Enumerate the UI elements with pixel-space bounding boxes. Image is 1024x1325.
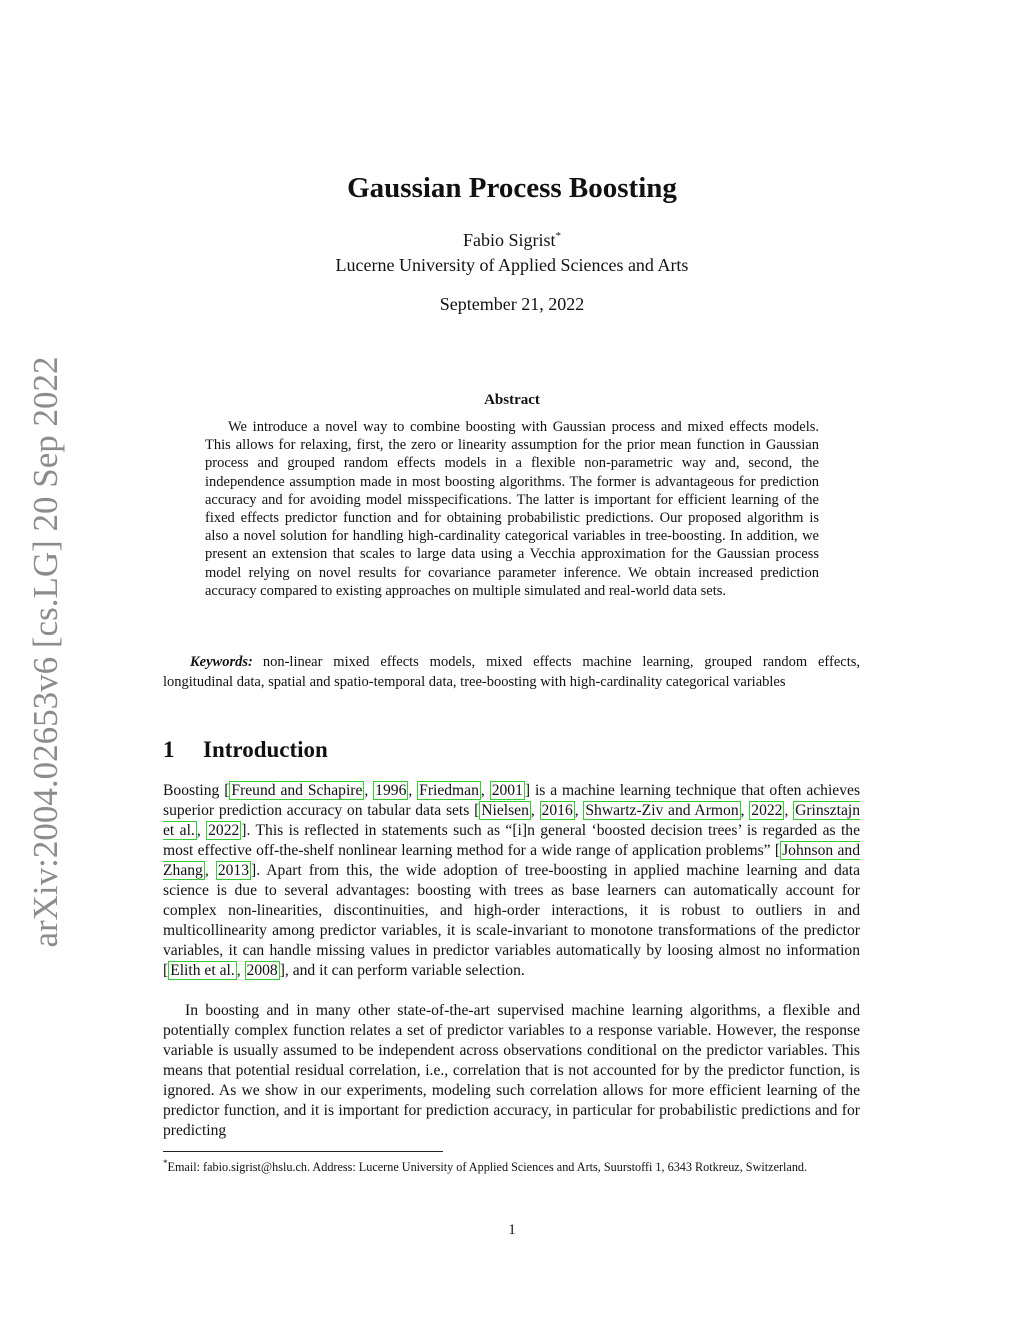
citation-link[interactable]: 1996	[375, 782, 407, 799]
paragraph-text: ,	[196, 822, 207, 839]
keywords-label: Keywords:	[190, 654, 253, 670]
footnote-text: Email: fabio.sigrist@hslu.ch. Address: Lucerne University of Applied Sciences and Arts, Suurstoffi 1, 6343 Rotkreuz, Switzerland.	[167, 1160, 808, 1175]
keywords-text: non-linear mixed effects models, mixed effects machine learning, grouped random effects, longitudinal data, spatial and spatio-temporal data, tree-boosting with high-cardinality categorical variables	[163, 654, 860, 690]
introduction-paragraph-2: In boosting and in many other state-of-the-art supervised machine learning algorithms, a flexible and potentially complex function relates a set of predictor variables to a response variable. However, the response variable is usually assumed to be independent across observations conditional on the predictor variables. This means that potential residual correlation, i.e., correlation that is not accounted for by the predictor function, is ignored. As we show in our experiments, modeling such correlation allows for more efficient learning of the predictor function, and it is important for prediction accuracy, in particular for probabilistic predictions and for predicting	[163, 1002, 860, 1139]
abstract-heading: Abstract	[484, 392, 540, 408]
paragraph-text: ,	[408, 782, 418, 799]
abstract-body: We introduce a novel way to combine boosting with Gaussian process and mixed effects models. This allows for relaxing, first, the zero or linearity assumption for the prior mean function in Gaussian process and grouped random effects models in a flexible non-parametric way and, second, the independence assumption made in most boosting algorithms. The former is advantageous for prediction accuracy and for avoiding model misspecifications. The latter is important for efficient learning of the fixed effects predictor function and for obtaining probabilistic predictions. Our proposed algorithm is also a novel solution for handling high-cardinality categorical variables in tree-boosting. In addition, we present an extension that scales to large data using a Vecchia approximation for the Gaussian process model relying on novel results for covariance parameter inference. We obtain increased prediction accuracy compared to existing approaches on multiple simulated and real-world data sets.	[205, 419, 819, 599]
citation-link[interactable]: Nielsen	[481, 802, 529, 819]
section-heading-introduction	[163, 737, 328, 763]
footnote-divider	[163, 1151, 443, 1152]
paragraph-text: ,	[574, 802, 584, 819]
introduction-paragraph-1	[163, 781, 860, 981]
paragraph-text: ,	[364, 782, 374, 799]
citation-link[interactable]: Elith et al.	[170, 962, 235, 979]
citation-link[interactable]: Friedman	[419, 782, 479, 799]
citation-link[interactable]: 2013	[217, 862, 249, 879]
publication-date: September 21, 2022	[439, 294, 585, 314]
paragraph-text: ,	[530, 802, 540, 819]
paragraph-text: ,	[236, 962, 245, 979]
citation-link[interactable]: Grinsztajn et al.	[163, 802, 861, 839]
citation-link[interactable]: 2022	[751, 802, 783, 819]
author-line	[0, 230, 1024, 251]
citation-link[interactable]: Shwartz-Ziv and Armon	[585, 802, 739, 819]
paragraph-text: ], and it can perform variable selection.	[279, 962, 525, 979]
citation-link[interactable]: 2008	[246, 962, 278, 979]
section-title: Introduction	[203, 737, 328, 762]
citation-link[interactable]: Freund and Schapire	[231, 782, 363, 799]
citation-link[interactable]: 2001	[491, 782, 523, 799]
keywords-paragraph	[163, 652, 860, 692]
author-name: Fabio Sigrist	[462, 230, 556, 250]
paragraph-text: ]. Apart from this, the wide adoption of tree-boosting in applied machine learning and data science is due to several advantages: boosting with trees as base learners can automatically account for complex non-linearities, discontinuities, and high-order interactions, it is robust to outliers in and multicollinearity among predictor variables, it is scale-invariant to monotone transformations of the predictor variables, it can handle missing values in predictor variables automatically by loosing almost no information [	[163, 862, 860, 979]
paper-title: Gaussian Process Boosting	[347, 172, 677, 204]
paragraph-text: ,	[204, 862, 216, 879]
page-number: 1	[508, 1222, 516, 1238]
paragraph-text: ,	[740, 802, 750, 819]
paragraph-text: ]. This is reflected in statements such as “[i]n general ‘boosted decision trees’ is regarded as the most effective off-the-shelf nonlinear learning method for a wide range of application problems” [	[163, 822, 861, 859]
author-affiliation: Lucerne University of Applied Sciences and Arts	[335, 255, 689, 275]
section-number: 1	[163, 737, 175, 762]
paragraph-text: ,	[784, 802, 794, 819]
paragraph-text: Boosting [	[163, 782, 230, 799]
citation-link[interactable]: 2022	[208, 822, 240, 839]
citation-link[interactable]: 2016	[541, 802, 573, 819]
author-footnote-mark[interactable]: *	[555, 230, 561, 242]
paragraph-text: ,	[480, 782, 490, 799]
citation-link[interactable]: Johnson and Zhang	[163, 842, 860, 879]
paragraph-text: ] is a machine learning technique that often achieves superior prediction accuracy on tabular data sets [	[163, 782, 861, 819]
footnote-mark: *	[163, 1158, 168, 1168]
author-footnote	[163, 1155, 860, 1175]
arxiv-identifier-stamp: arXiv:2004.02653v6 [cs.LG] 20 Sep 2022	[26, 356, 65, 948]
